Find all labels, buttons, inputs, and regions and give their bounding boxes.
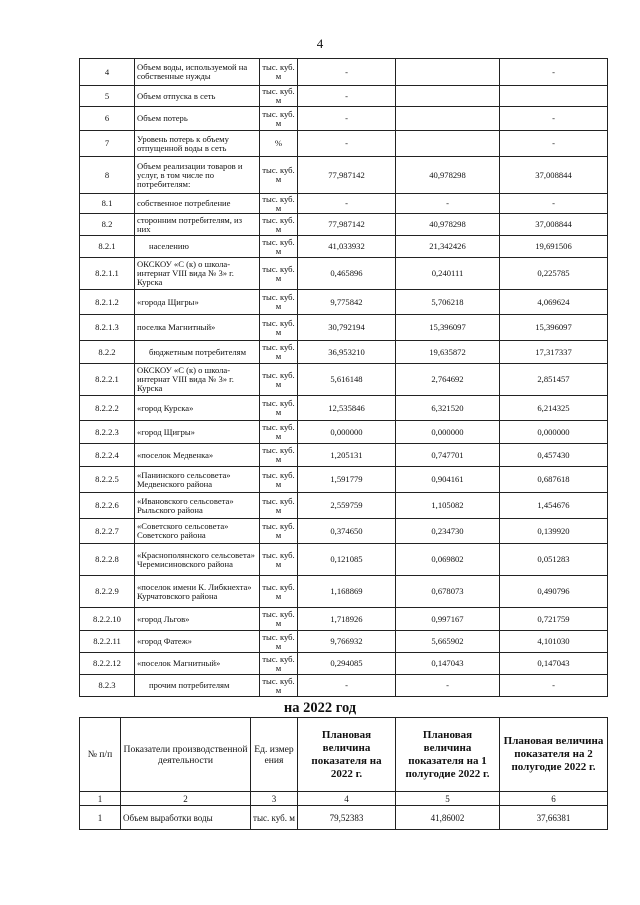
table-row bbox=[80, 631, 608, 653]
value-half2: 37,008844 bbox=[500, 214, 608, 236]
indicator-name: «город Фатеж» bbox=[135, 631, 260, 653]
value-half1: 5,706218 bbox=[396, 290, 500, 315]
value-half2: - bbox=[500, 675, 608, 697]
value-half2: 4,069624 bbox=[500, 290, 608, 315]
header-plan-year: Плановая величина показателя на 2022 г. bbox=[298, 718, 396, 792]
index-cell: 4 bbox=[298, 792, 396, 806]
unit: тыс. куб. м bbox=[260, 157, 298, 194]
value-half2: 0,139920 bbox=[500, 519, 608, 544]
value-year: 12,535846 bbox=[298, 396, 396, 421]
value-half2: 17,317337 bbox=[500, 341, 608, 364]
row-number: 8.2.2 bbox=[80, 341, 135, 364]
indicator-name: «поселок Медвенка» bbox=[135, 444, 260, 467]
value-half1: 40,978298 bbox=[396, 214, 500, 236]
unit: тыс. куб. м bbox=[260, 290, 298, 315]
value-half1: 0,747701 bbox=[396, 444, 500, 467]
value-year: 2,559759 bbox=[298, 493, 396, 519]
table-row bbox=[80, 396, 608, 421]
unit: тыс. куб. м bbox=[260, 444, 298, 467]
unit: тыс. куб. м bbox=[260, 493, 298, 519]
row-number: 8 bbox=[80, 157, 135, 194]
table-row bbox=[80, 544, 608, 576]
unit: тыс. куб. м bbox=[260, 59, 298, 86]
row-number: 8.2.2.6 bbox=[80, 493, 135, 519]
indicator-name: «поселок имени К. Либкнехта» Курчатовского района bbox=[135, 576, 260, 608]
index-cell: 1 bbox=[80, 792, 121, 806]
row-number: 8.2.2.8 bbox=[80, 544, 135, 576]
page-number: 4 bbox=[316, 36, 324, 51]
value-year: 1,718926 bbox=[298, 608, 396, 631]
indicator-name: бюджетным потребителям bbox=[135, 341, 260, 364]
table-row bbox=[80, 131, 608, 157]
row-number: 1 bbox=[80, 806, 121, 830]
row-number: 8.2.2.1 bbox=[80, 364, 135, 396]
value-year: 0,000000 bbox=[298, 421, 396, 444]
header-plan-half1: Плановая величина показателя на 1 полугодие 2022 г. bbox=[396, 718, 500, 792]
indicator-name: «город Щигры» bbox=[135, 421, 260, 444]
table-row bbox=[80, 493, 608, 519]
unit: тыс. куб. м bbox=[251, 806, 298, 830]
value-half2: 0,000000 bbox=[500, 421, 608, 444]
unit: тыс. куб. м bbox=[260, 653, 298, 675]
value-year: - bbox=[298, 675, 396, 697]
table-row bbox=[80, 258, 608, 290]
row-number: 8.2 bbox=[80, 214, 135, 236]
value-half1 bbox=[396, 107, 500, 131]
table-row bbox=[80, 806, 608, 830]
table-row bbox=[80, 653, 608, 675]
table-row bbox=[80, 236, 608, 258]
table-row bbox=[80, 290, 608, 315]
value-half2: - bbox=[500, 107, 608, 131]
value-half2: - bbox=[500, 194, 608, 214]
value-half1: 0,997167 bbox=[396, 608, 500, 631]
indicator-name: «город Курска» bbox=[135, 396, 260, 421]
value-year: 0,374650 bbox=[298, 519, 396, 544]
indicator-name: прочим потребителям bbox=[135, 675, 260, 697]
value-year: 77,987142 bbox=[298, 214, 396, 236]
row-number: 8.2.2.12 bbox=[80, 653, 135, 675]
index-cell: 2 bbox=[121, 792, 251, 806]
value-half2: 0,457430 bbox=[500, 444, 608, 467]
value-half2: 15,396097 bbox=[500, 315, 608, 341]
value-half1: 21,342426 bbox=[396, 236, 500, 258]
table-row bbox=[80, 107, 608, 131]
header-num: № п/п bbox=[80, 718, 121, 792]
value-half1: 0,678073 bbox=[396, 576, 500, 608]
value-half2: 37,008844 bbox=[500, 157, 608, 194]
value-half1: 0,000000 bbox=[396, 421, 500, 444]
table-row bbox=[80, 467, 608, 493]
value-half2: 4,101030 bbox=[500, 631, 608, 653]
indicator-name: ОКСКОУ «С (к) о школа-интернат VIII вида № 3» г. Курска bbox=[135, 364, 260, 396]
value-half1: 1,105082 bbox=[396, 493, 500, 519]
row-number: 8.2.2.11 bbox=[80, 631, 135, 653]
unit: тыс. куб. м bbox=[260, 194, 298, 214]
header-plan-half2: Плановая величина показателя на 2 полугодие 2022 г. bbox=[500, 718, 608, 792]
row-number: 4 bbox=[80, 59, 135, 86]
value-year: 9,775842 bbox=[298, 290, 396, 315]
indicator-name: ОКСКОУ «С (к) о школа-интернат VIII вида № 3» г. Курска bbox=[135, 258, 260, 290]
value-half1: 0,069802 bbox=[396, 544, 500, 576]
unit: тыс. куб. м bbox=[260, 576, 298, 608]
value-half2: 6,214325 bbox=[500, 396, 608, 421]
table-row bbox=[80, 576, 608, 608]
value-year: - bbox=[298, 86, 396, 107]
value-year: 41,033932 bbox=[298, 236, 396, 258]
unit: тыс. куб. м bbox=[260, 519, 298, 544]
value-half2: 0,721759 bbox=[500, 608, 608, 631]
value-half2: - bbox=[500, 59, 608, 86]
unit: тыс. куб. м bbox=[260, 341, 298, 364]
value-half2 bbox=[500, 86, 608, 107]
indicator-name: «поселок Магнитный» bbox=[135, 653, 260, 675]
table-row bbox=[80, 675, 608, 697]
indicator-name: Объем потерь bbox=[135, 107, 260, 131]
unit: % bbox=[260, 131, 298, 157]
section-title: на 2022 год bbox=[283, 700, 357, 716]
unit: тыс. куб. м bbox=[260, 315, 298, 341]
value-half2: 2,851457 bbox=[500, 364, 608, 396]
table-row bbox=[80, 214, 608, 236]
row-number: 8.2.2.3 bbox=[80, 421, 135, 444]
row-number: 8.2.2.10 bbox=[80, 608, 135, 631]
indicator-name: Объем воды, используемой на собственные нужды bbox=[135, 59, 260, 86]
value-year: 1,205131 bbox=[298, 444, 396, 467]
table-row bbox=[80, 341, 608, 364]
unit: тыс. куб. м bbox=[260, 421, 298, 444]
indicator-name: Уровень потерь к объему отпущенной воды в сеть bbox=[135, 131, 260, 157]
row-number: 8.2.2.9 bbox=[80, 576, 135, 608]
indicator-name: сторонним потребителям, из них bbox=[135, 214, 260, 236]
value-year: - bbox=[298, 107, 396, 131]
row-number: 8.2.1.2 bbox=[80, 290, 135, 315]
table-row bbox=[80, 421, 608, 444]
indicator-name: «города Щигры» bbox=[135, 290, 260, 315]
value-half2: 37,66381 bbox=[500, 806, 608, 830]
value-half2: 19,691506 bbox=[500, 236, 608, 258]
row-number: 6 bbox=[80, 107, 135, 131]
value-half1: 0,234730 bbox=[396, 519, 500, 544]
unit: тыс. куб. м bbox=[260, 544, 298, 576]
indicator-name: Объем отпуска в сеть bbox=[135, 86, 260, 107]
unit: тыс. куб. м bbox=[260, 608, 298, 631]
value-half2: 0,147043 bbox=[500, 653, 608, 675]
row-number: 8.2.3 bbox=[80, 675, 135, 697]
table-row bbox=[80, 608, 608, 631]
index-cell: 3 bbox=[251, 792, 298, 806]
value-year: 77,987142 bbox=[298, 157, 396, 194]
index-cell: 6 bbox=[500, 792, 608, 806]
lower-indicators-table bbox=[79, 717, 608, 830]
value-year: 30,792194 bbox=[298, 315, 396, 341]
row-number: 8.2.2.4 bbox=[80, 444, 135, 467]
lower-table-body bbox=[80, 792, 608, 830]
indicator-name: Объем реализации товаров и услуг, в том числе по потребителям: bbox=[135, 157, 260, 194]
row-number: 8.1 bbox=[80, 194, 135, 214]
table-row bbox=[80, 157, 608, 194]
row-number: 8.2.1 bbox=[80, 236, 135, 258]
indicator-name: поселка Магнитный» bbox=[135, 315, 260, 341]
value-half1: 0,147043 bbox=[396, 653, 500, 675]
value-half1 bbox=[396, 86, 500, 107]
upper-indicators-table bbox=[79, 58, 608, 697]
unit: тыс. куб. м bbox=[260, 364, 298, 396]
value-half1: 0,240111 bbox=[396, 258, 500, 290]
unit: тыс. куб. м bbox=[260, 467, 298, 493]
table-row bbox=[80, 364, 608, 396]
row-number: 8.2.2.5 bbox=[80, 467, 135, 493]
value-half1: 40,978298 bbox=[396, 157, 500, 194]
unit: тыс. куб. м bbox=[260, 258, 298, 290]
value-half2: 1,454676 bbox=[500, 493, 608, 519]
indicator-name: «Краснополянского сельсовета» Черемисиновского района bbox=[135, 544, 260, 576]
indicator-name: «город Льгов» bbox=[135, 608, 260, 631]
unit: тыс. куб. м bbox=[260, 675, 298, 697]
row-number: 8.2.2.2 bbox=[80, 396, 135, 421]
row-number: 8.2.2.7 bbox=[80, 519, 135, 544]
unit: тыс. куб. м bbox=[260, 107, 298, 131]
unit: тыс. куб. м bbox=[260, 631, 298, 653]
value-half1: 6,321520 bbox=[396, 396, 500, 421]
value-half1: 5,665902 bbox=[396, 631, 500, 653]
value-year: 79,52383 bbox=[298, 806, 396, 830]
upper-table-body bbox=[80, 59, 608, 697]
unit: тыс. куб. м bbox=[260, 396, 298, 421]
value-year: 36,953210 bbox=[298, 341, 396, 364]
row-number: 8.2.1.1 bbox=[80, 258, 135, 290]
row-number: 8.2.1.3 bbox=[80, 315, 135, 341]
index-cell: 5 bbox=[396, 792, 500, 806]
table-row bbox=[80, 519, 608, 544]
value-half1 bbox=[396, 131, 500, 157]
value-half1 bbox=[396, 59, 500, 86]
table-row bbox=[80, 59, 608, 86]
value-year: 0,294085 bbox=[298, 653, 396, 675]
unit: тыс. куб. м bbox=[260, 86, 298, 107]
value-half2: 0,225785 bbox=[500, 258, 608, 290]
value-year: - bbox=[298, 194, 396, 214]
table-row bbox=[80, 444, 608, 467]
value-year: 1,591779 bbox=[298, 467, 396, 493]
value-year: 0,121085 bbox=[298, 544, 396, 576]
header-indicator: Показатели производственной деятельности bbox=[121, 718, 251, 792]
value-year: 0,465896 bbox=[298, 258, 396, 290]
value-half1: 41,86002 bbox=[396, 806, 500, 830]
unit: тыс. куб. м bbox=[260, 214, 298, 236]
row-number: 7 bbox=[80, 131, 135, 157]
value-year: 1,168869 bbox=[298, 576, 396, 608]
table-row bbox=[80, 194, 608, 214]
indicator-name: собственное потребление bbox=[135, 194, 260, 214]
column-index-row bbox=[80, 792, 608, 806]
value-half2: 0,490796 bbox=[500, 576, 608, 608]
indicator-name: «Советского сельсовета» Советского района bbox=[135, 519, 260, 544]
value-year: - bbox=[298, 131, 396, 157]
unit: тыс. куб. м bbox=[260, 236, 298, 258]
value-half2: 0,687618 bbox=[500, 467, 608, 493]
row-number: 5 bbox=[80, 86, 135, 107]
value-half1: 2,764692 bbox=[396, 364, 500, 396]
value-half1: - bbox=[396, 194, 500, 214]
table-row bbox=[80, 86, 608, 107]
value-half2: - bbox=[500, 131, 608, 157]
value-half1: - bbox=[396, 675, 500, 697]
header-unit: Ед. измер ения bbox=[251, 718, 298, 792]
value-half2: 0,051283 bbox=[500, 544, 608, 576]
value-year: 5,616148 bbox=[298, 364, 396, 396]
value-year: - bbox=[298, 59, 396, 86]
indicator-name: Объем выработки воды bbox=[121, 806, 251, 830]
indicator-name: «Панинского сельсовета» Медвенского района bbox=[135, 467, 260, 493]
value-half1: 19,635872 bbox=[396, 341, 500, 364]
indicator-name: «Ивановского сельсовета» Рыльского района bbox=[135, 493, 260, 519]
value-year: 9,766932 bbox=[298, 631, 396, 653]
indicator-name: населению bbox=[135, 236, 260, 258]
value-half1: 15,396097 bbox=[396, 315, 500, 341]
value-half1: 0,904161 bbox=[396, 467, 500, 493]
table-row bbox=[80, 315, 608, 341]
